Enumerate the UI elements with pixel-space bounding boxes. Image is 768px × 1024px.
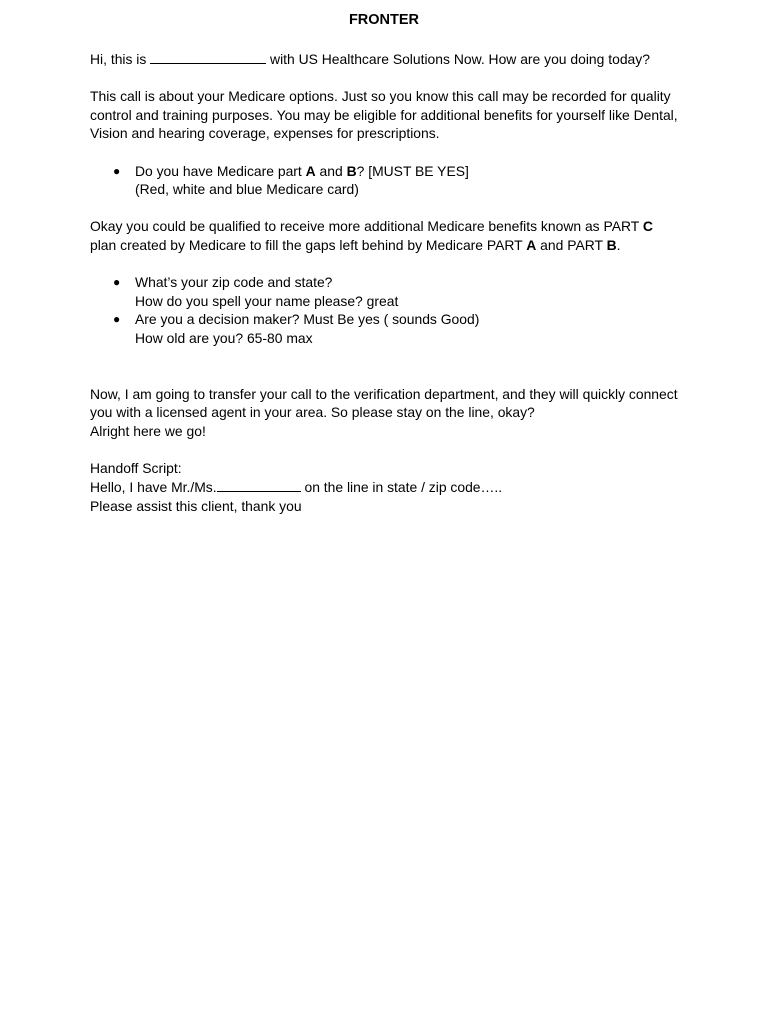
question-ab-main bbox=[135, 162, 690, 181]
page-title: FRONTER bbox=[348, 12, 420, 28]
question-main: Are you a decision maker? Must Be yes ( sounds Good) bbox=[135, 311, 480, 328]
list-item bbox=[90, 273, 690, 310]
intro-line bbox=[90, 49, 690, 69]
intro-text-start: Hi, this is bbox=[90, 51, 151, 67]
question-ab-post: ? [MUST BE YES] bbox=[356, 162, 469, 179]
question-ab-and: and bbox=[315, 162, 347, 179]
question-sub: How old are you? 65-80 max bbox=[135, 329, 313, 346]
spacer bbox=[90, 143, 690, 162]
part-b-label: B bbox=[606, 236, 617, 253]
spacer bbox=[90, 348, 690, 385]
qualify-line-2 bbox=[90, 236, 690, 255]
document-page bbox=[90, 11, 690, 516]
question-main: What’s your zip code and state? bbox=[135, 274, 333, 291]
question-ab-sub: (Red, white and blue Medicare card) bbox=[135, 181, 359, 198]
handoff-text-start: Hello, I have Mr./Ms. bbox=[90, 479, 217, 496]
part-b-label: B bbox=[346, 162, 357, 179]
disclosure-line-1: This call is about your Medicare options. Just so you know this call may be recorded for quality bbox=[90, 88, 671, 105]
qualify-text-1: Okay you could be qualified to receive more additional Medicare benefits known as PART bbox=[90, 218, 643, 235]
intro-text-end: with US Healthcare Solutions Now. How are you doing today? bbox=[266, 51, 650, 67]
bullet-icon: ● bbox=[113, 163, 121, 178]
client-name-blank bbox=[217, 477, 301, 492]
part-c-label: C bbox=[642, 218, 653, 235]
bullet-icon: ● bbox=[113, 275, 121, 290]
part-a-label: A bbox=[305, 162, 316, 179]
list-item bbox=[90, 310, 690, 347]
spacer bbox=[90, 69, 690, 88]
spacer bbox=[90, 255, 690, 274]
spacer bbox=[90, 199, 690, 218]
disclosure-line-3: Vision and hearing coverage, expenses for prescriptions. bbox=[90, 125, 440, 142]
qualify-and: and PART bbox=[536, 236, 607, 253]
medicare-ab-question-list bbox=[90, 162, 690, 199]
handoff-text-end: on the line in state / zip code….. bbox=[300, 479, 503, 496]
qualification-question-list bbox=[90, 273, 690, 347]
list-item bbox=[90, 162, 690, 199]
handoff-heading: Handoff Script: bbox=[90, 459, 182, 476]
part-a-label: A bbox=[526, 236, 537, 253]
spacer bbox=[90, 440, 690, 459]
bullet-icon: ● bbox=[113, 312, 121, 327]
disclosure-line-2: control and training purposes. You may be eligible for additional benefits for yourself like Dental, bbox=[90, 106, 678, 123]
question-sub: How do you spell your name please? great bbox=[135, 292, 399, 309]
transfer-line-1: Now, I am going to transfer your call to the verification department, and they will quickly connect bbox=[90, 385, 678, 402]
qualify-line-1 bbox=[90, 217, 690, 236]
transfer-line-2: you with a licensed agent in your area. So please stay on the line, okay? bbox=[90, 404, 535, 421]
handoff-closing: Please assist this client, thank you bbox=[90, 498, 302, 515]
agent-name-blank bbox=[150, 49, 266, 64]
qualify-period: . bbox=[616, 236, 621, 253]
transfer-line-3: Alright here we go! bbox=[90, 422, 206, 439]
qualify-text-2: plan created by Medicare to fill the gaps left behind by Medicare PART bbox=[90, 236, 527, 253]
handoff-line bbox=[90, 477, 690, 497]
question-ab-pre: Do you have Medicare part bbox=[135, 162, 306, 179]
